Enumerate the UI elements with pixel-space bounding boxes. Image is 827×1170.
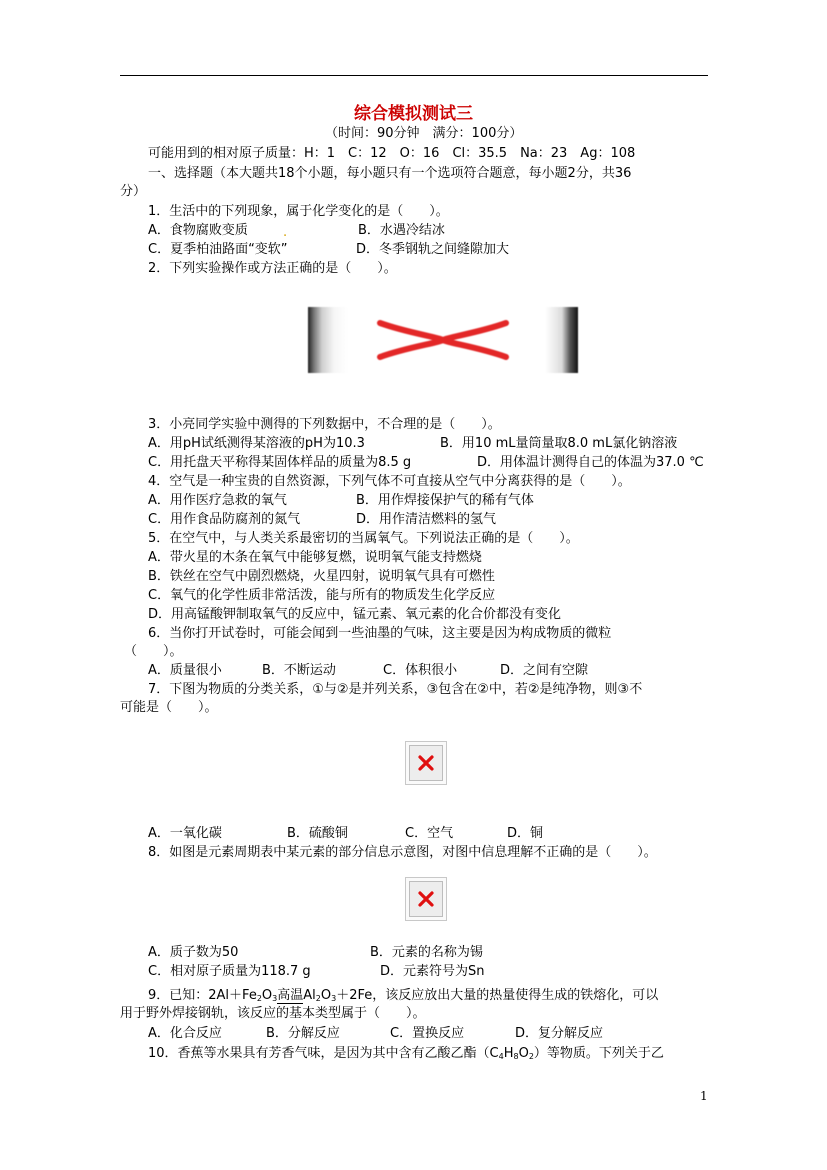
close-x-icon <box>308 307 578 373</box>
q7-stem-line1: 7．下图为物质的分类关系，①与②是并列关系，③包含在②中，若②是纯净物，则③不 <box>148 682 643 697</box>
q5-option-c: C．氧气的化学性质非常活泼，能与所有的物质发生化学反应 <box>148 588 496 603</box>
q1-option-c: C．夏季柏油路面“变软” <box>148 242 288 257</box>
reaction-condition: 高温 <box>277 988 304 1003</box>
q9-option-a: A．化合反应 <box>148 1026 222 1041</box>
q5-option-b: B．铁丝在空气中剧烈燃烧，火星四射，说明氧气具有可燃性 <box>148 569 495 584</box>
section-heading-line1: 一、选择题（本大题共18个小题，每小题只有一个选项符合题意，每小题2分，共36 <box>148 166 632 181</box>
q6-stem-line1: 6．当你打开试卷时，可能会闻到一些油墨的气味，这主要是因为构成物质的微粒 <box>148 626 612 641</box>
q8-option-b: B．元素的名称为锡 <box>370 945 483 960</box>
q9-stem-line1: 9．已知：$2Al+Fe_2O_3$高温$Al_2O_3+2Fe$，该反应放出大量的热量使得生成的铁熔化，可以 <box>148 988 659 1003</box>
q3-option-c: C．用托盘天平称得某固体样品的质量为8.5 g <box>148 455 412 470</box>
stray-mark: . <box>283 225 288 240</box>
q8-option-d: D．元素符号为Sn <box>380 964 485 979</box>
q6-option-a: A．质量很小 <box>148 663 222 678</box>
header-rule <box>120 75 708 76</box>
section-heading-line2: 分） <box>120 184 147 199</box>
q4-option-a: A．用作医疗急救的氧气 <box>148 493 287 508</box>
q7-stem-line2: 可能是（ ）。 <box>120 700 218 715</box>
q8-option-c: C．相对原子质量为118.7 g <box>148 964 311 979</box>
q4-option-c: C．用作食品防腐剂的氮气 <box>148 512 301 527</box>
q6-stem-line2: （ ）。 <box>124 644 183 659</box>
q3-option-b: B．用10 mL量筒量取8.0 mL氯化钠溶液 <box>440 436 678 451</box>
q8-stem: 8．如图是元素周期表中某元素的部分信息示意图，对图中信息理解不正确的是（ ）。 <box>148 845 657 860</box>
close-x-icon <box>417 890 435 908</box>
q3-option-a: A．用pH试纸测得某溶液的pH为10.3 <box>148 436 365 451</box>
q9-stem-line2: 用于野外焊接钢轨，该反应的基本类型属于（ ）。 <box>120 1006 426 1021</box>
q1-option-a: A．食物腐败变质 <box>148 223 248 238</box>
q7-figure-placeholder <box>405 741 447 785</box>
q6-option-c: C．体积很小 <box>383 663 458 678</box>
q9-equation-left: 9．已知：2Al＋Fe <box>148 988 257 1003</box>
q9-option-d: D．复分解反应 <box>515 1026 604 1041</box>
q6-option-b: B．不断运动 <box>262 663 336 678</box>
q8-figure-placeholder <box>405 877 447 921</box>
exam-time-info: （时间：90分钟 满分：100分） <box>325 126 523 141</box>
q7-option-b: B．硫酸铜 <box>287 826 348 841</box>
q3-option-d: D．用体温计测得自己的体温为37.0 ℃ <box>477 455 704 470</box>
q4-stem: 4．空气是一种宝贵的自然资源，下列气体不可直接从空气中分离获得的是（ ）。 <box>148 474 631 489</box>
q1-option-d: D．冬季钢轨之间缝隙加大 <box>356 242 510 257</box>
atomic-masses: 可能用到的相对原子质量：H：1 C：12 O：16 Cl：35.5 Na：23 Ag：108 <box>148 146 636 161</box>
q7-option-c: C．空气 <box>405 826 454 841</box>
page-title: 综合模拟测试三 <box>354 104 473 124</box>
q7-option-a: A．一氧化碳 <box>148 826 222 841</box>
q8-option-a: A．质子数为50 <box>148 945 239 960</box>
q3-stem: 3．小亮同学实验中测得的下列数据中，不合理的是（ ）。 <box>148 417 501 432</box>
q5-stem: 5．在空气中，与人类关系最密切的当属氧气。下列说法正确的是（ ）。 <box>148 531 579 546</box>
q4-option-b: B．用作焊接保护气的稀有气体 <box>356 493 534 508</box>
q7-option-d: D．铜 <box>507 826 544 841</box>
q6-option-d: D．之间有空隙 <box>500 663 589 678</box>
q9-option-b: B．分解反应 <box>266 1026 340 1041</box>
page-number: 1 <box>700 1089 708 1103</box>
q2-stem: 2．下列实验操作或方法正确的是（ ）。 <box>148 261 397 276</box>
close-x-icon <box>417 754 435 772</box>
q5-option-a: A．带火星的木条在氧气中能够复燃，说明氧气能支持燃烧 <box>148 550 482 565</box>
q1-option-b: B．水遇冷结冰 <box>358 223 445 238</box>
q5-option-d: D．用高锰酸钾制取氧气的反应中，锰元素、氧元素的化合价都没有变化 <box>148 607 562 622</box>
q4-option-d: D．用作清洁燃料的氢气 <box>356 512 497 527</box>
q9-equation-right: ＋2Fe，该反应放出大量的热量使得生成的铁熔化，可以 <box>336 988 659 1003</box>
q2-figure-placeholder <box>308 307 578 373</box>
q9-option-c: C．置换反应 <box>390 1026 465 1041</box>
q1-stem: 1．生活中的下列现象，属于化学变化的是（ ）。 <box>148 204 449 219</box>
q10-stem-line1: 10．香蕉等水果具有芳香气味，是因为其中含有乙酸乙酯$(C_4H_8O_2)$等物质。下列关于乙 <box>148 1046 664 1061</box>
